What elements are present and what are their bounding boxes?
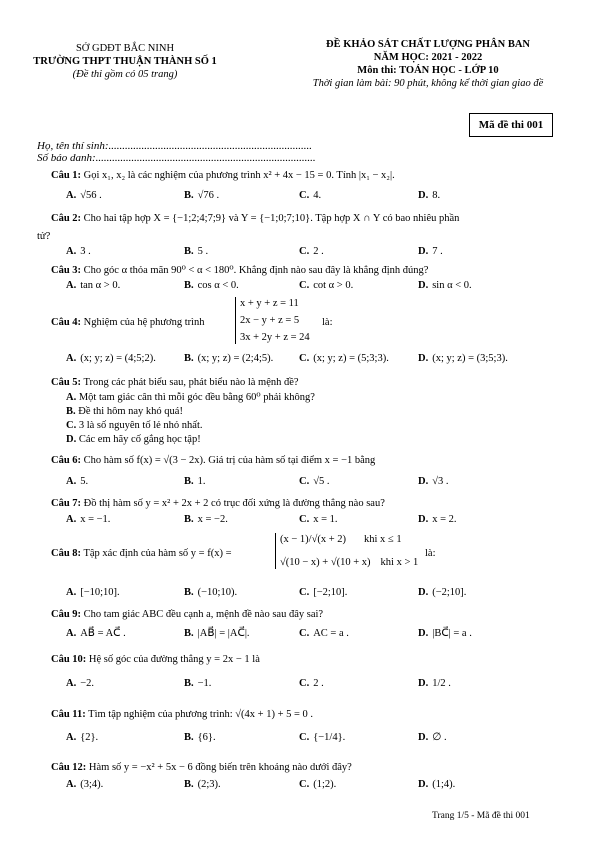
option-c[interactable]: C. x = 1. [299, 514, 338, 525]
pages-note: (Đề thi gồm có 05 trang) [72, 69, 178, 80]
option-c[interactable]: C. (x; y; z) = (5;3;3). [299, 353, 389, 364]
option-d[interactable]: D. (−2;10]. [418, 587, 467, 598]
option-d[interactable]: D. √3 . [418, 476, 449, 487]
question-12: Câu 12: Hàm số y = −x² + 5x − 6 đồng biến trên khoảng nào dưới đây? [51, 762, 352, 773]
option-a[interactable]: A. {2}. [66, 732, 99, 743]
dept-name: SỞ GDĐT BẮC NINH [75, 43, 175, 54]
option-b[interactable]: B. √76 . [184, 190, 220, 201]
option-c[interactable]: C. {−1/4}. [299, 732, 346, 743]
question-4: Câu 4: Nghiệm của hệ phương trình [51, 317, 205, 328]
question-2-continuation: tử? [37, 231, 51, 242]
option-d[interactable]: D. x = 2. [418, 514, 457, 525]
option-d[interactable]: D. 8. [418, 190, 441, 201]
option-d[interactable]: D. (x; y; z) = (3;5;3). [418, 353, 508, 364]
option-c[interactable]: C. cot α > 0. [299, 280, 354, 291]
option-a[interactable]: A. (3;4). [66, 779, 104, 790]
option-d[interactable]: D. |BC⃗| = a . [418, 628, 472, 639]
piecewise-function: (x − 1)/√(x + 2) khi x ≤ 1 √(10 − x) + √(10 + x) khi x > 1 [275, 533, 418, 569]
page-footer: Trang 1/5 - Mã đề thi 001 [432, 811, 530, 821]
student-name-line: Họ, tên thí sinh:.......................................................................... [37, 140, 312, 152]
option-c[interactable]: C. (1;2). [299, 779, 337, 790]
option-b[interactable]: B. cos α < 0. [184, 280, 239, 291]
option-b[interactable]: B. 1. [184, 476, 206, 487]
option-c[interactable]: C. [−2;10]. [299, 587, 348, 598]
option-a[interactable]: A. AB⃗ = AC⃗ . [66, 628, 126, 639]
question-11: Câu 11: Tìm tập nghiệm của phương trình: √(4x + 1) + 5 = 0 . [51, 709, 314, 720]
option-b[interactable]: B. (−10;10). [184, 587, 238, 598]
option-a[interactable]: A. Một tam giác cân thì mỗi góc đều bằng 60⁰ phải không? [66, 392, 315, 403]
option-b[interactable]: B. 5 . [184, 246, 209, 257]
subject: Môn thi: TOÁN HỌC - LỚP 10 [357, 65, 499, 76]
student-id-line: Số báo danh:................................................................................ [37, 152, 316, 164]
question-8-suffix: là: [425, 548, 436, 559]
option-b[interactable]: B. Đề thi hôm nay khó quá! [66, 406, 183, 417]
option-c[interactable]: C. 4. [299, 190, 322, 201]
option-a[interactable]: A. −2. [66, 678, 95, 689]
option-b[interactable]: B. |AB⃗| = |AC⃗|. [184, 628, 250, 639]
option-c[interactable]: C. AC = a . [299, 628, 349, 639]
option-b[interactable]: B. (2;3). [184, 779, 221, 790]
option-a[interactable]: A. tan α > 0. [66, 280, 121, 291]
option-b[interactable]: B. −1. [184, 678, 212, 689]
time-note: Thời gian làm bài: 90 phút, không kể thời gian giao đề [312, 78, 544, 89]
option-d[interactable]: D. 7 . [418, 246, 443, 257]
question-4-suffix: là: [322, 317, 333, 328]
question-5: Câu 5: Trong các phát biểu sau, phát biểu nào là mệnh đề? [51, 377, 299, 388]
option-a[interactable]: A. 3 . [66, 246, 91, 257]
option-c[interactable]: C. √5 . [299, 476, 330, 487]
option-b[interactable]: B. x = −2. [184, 514, 228, 525]
option-a[interactable]: A. 5. [66, 476, 89, 487]
question-9: Câu 9: Cho tam giác ABC đều cạnh a, mệnh đề nào sau đây sai? [51, 609, 324, 620]
option-c[interactable]: C. 3 là số nguyên tố lẻ nhỏ nhất. [66, 420, 203, 431]
question-1: Câu 1: Gọi x₁, x₂ là các nghiệm của phương trình x² + 4x − 15 = 0. Tính |x₁ − x₂|. [51, 170, 395, 181]
question-2: Câu 2: Cho hai tập hợp X = {−1;2;4;7;9} và Y = {−1;0;7;10}. Tập hợp X ∩ Y có bao nhiêu phần [51, 213, 460, 224]
question-10: Câu 10: Hệ số góc của đường thẳng y = 2x − 1 là [51, 654, 260, 665]
option-a[interactable]: A. x = −1. [66, 514, 111, 525]
question-7: Câu 7: Đồ thị hàm số y = x² + 2x + 2 có trục đối xứng là đường thẳng nào sau? [51, 498, 385, 509]
exam-title: ĐỀ KHẢO SÁT CHẤT LƯỢNG PHÂN BAN [326, 39, 530, 50]
question-3: Câu 3: Cho góc α thỏa mãn 90⁰ < α < 180⁰. Khẳng định nào sau đây là khẳng định đúng? [51, 265, 429, 276]
question-6: Câu 6: Cho hàm số f(x) = √(3 − 2x). Giá trị của hàm số tại điểm x = −1 bằng [51, 455, 376, 466]
option-c[interactable]: C. 2 . [299, 246, 324, 257]
option-d[interactable]: D. sin α < 0. [418, 280, 472, 291]
exam-code-box: Mã đề thi 001 [469, 113, 553, 137]
option-a[interactable]: A. [−10;10]. [66, 587, 120, 598]
option-d[interactable]: D. ∅ . [418, 732, 447, 743]
option-d[interactable]: D. Các em hãy cố gắng học tập! [66, 434, 201, 445]
school-year: NĂM HỌC: 2021 - 2022 [373, 52, 483, 63]
option-b[interactable]: B. {6}. [184, 732, 216, 743]
option-b[interactable]: B. (x; y; z) = (2;4;5). [184, 353, 274, 364]
option-a[interactable]: A. (x; y; z) = (4;5;2). [66, 353, 156, 364]
question-8: Câu 8: Tập xác định của hàm số y = f(x) = [51, 548, 232, 559]
option-d[interactable]: D. 1/2 . [418, 678, 451, 689]
equation-system: x + y + z = 11 2x − y + z = 5 3x + 2y + z = 24 [235, 297, 310, 344]
option-a[interactable]: A. √56 . [66, 190, 102, 201]
header-left [20, 42, 230, 81]
school-name: TRƯỜNG THPT THUẬN THÀNH SỐ 1 [33, 56, 217, 67]
option-d[interactable]: D. (1;4). [418, 779, 456, 790]
option-c[interactable]: C. 2 . [299, 678, 324, 689]
header-right [278, 38, 578, 90]
